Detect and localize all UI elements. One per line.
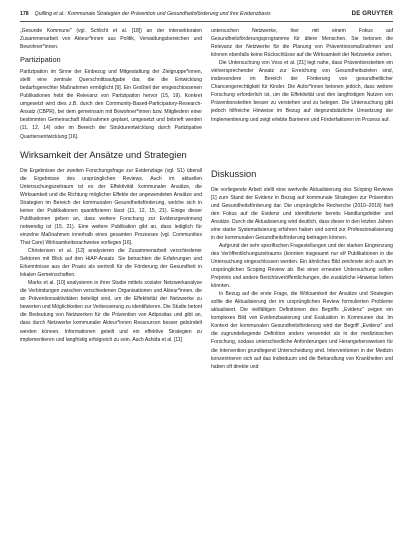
section-heading-wirksamkeit: Wirksamkeit der Ansätze und Strategien [20, 148, 187, 160]
paragraph: Partizipation im Sinne der Einbezug und Mitgestaltung der Zielgruppe*innen, stellt eine zentrale Querschnittsaufgabe dar, die die Entwicklung bedarfsgerechter Maßnahmen ermöglicht [9]. Ein Großteil der eingeschlossenen Publikationen hebt die Relevanz von Partizipation hervor (15, 19). Konkret umgesetzt wird dies z.B. durch den Community-Based-Participatory-Research-Ansatz (CBPR), bei dem gemeinsam mit Bewohner*innen bzw. Mitgliedern einer bestimmten Gemeinschaft Maßnahmen geplant, umgesetzt und bebrieft werden (11, 12, 14) oder im Bereich der Strukturentwicklung durch Partizipative Quartiersentwicklung [16]. [20, 69, 202, 140]
paragraph: Die Untersuchung von Voss et al. [21] legt nahe, dass Präventionsketten ein vielversprechender Ansatz zur Erreichung von Gesundheitszielen sind, insbesondere im Bereich der Förderung von gesundheitlicher Chancengerechtigkeit für Kinder. Die Autor*innen betonen jedoch, dass weitere Forschung erforderlich ist, um die Effektivität und den langfristigen Nutzen von Präventionsketten besser zu verstehen und zu belegen. Die Untersuchung gibt jedoch hilfreiche Hinweise im Bezug auf diegrundsätzliche Umsetzung der Implementierung und zeigt erlebte Barrieren und Förderfaktoren im Prozess auf. [211, 60, 393, 123]
section-heading-partizipation: Partizipation [20, 55, 61, 65]
page-header [20, 8, 393, 20]
running-title: Quilling et al.: Kommunale Strategien der Prävention und Gesundheitsförderung und ihre Evidenzbasis [34, 11, 271, 17]
right-column [211, 27, 393, 371]
paragraph: Die Ergebnisse der zweiten Forschungsfrage zur Evidenzlage (vgl. S1) überall die Ergebnisse des ursprünglichen Reviews. Auch im aktuellen Untersuchungszeitraum ist es der Effektivität kommunaler Ansätze, die Wirksamkeit und die Richtung möglicher Effekte der angewendeten Ansätze und Strategien im Bereich der kommunalen Gesundheitsförderung, welche sich in keiner der Publikationen quantifizieren lässt (11, 12, 15, 21). Einige dieser Publikationen geben an, dass weitere Forschung zur Evidenzgewinnung notwendig ist (15, 21). Eine weitere Publikation gibt an, dass lediglich für einzelne Maßnahmen innerhalb eines gesamten Prozesses (vgl. Communities That Care) Wirksamkeitsnachweise vorliegen [16]. [20, 167, 202, 246]
paragraph: untersuchen Netzwerke, hier mit einem Fokus auf Gesundheitsförderungsprogramme für ältere Menschen. Sie betonen die Relevanz der Netzwerke für die Planung von Präventionsmaßnahmen und können ebenfalls keine Rückschlüsse auf die Wirksamkeit der Netzwerke ziehen. [211, 28, 393, 59]
page-number: 178 [20, 11, 29, 17]
section-heading-diskussion: Diskussion [211, 167, 257, 179]
publisher-logo: DE GRUYTER [351, 11, 393, 17]
paragraph: Die vorliegende Arbeit stellt eine wertvolle Aktualisierung des Scoping Reviews [1] zum Stand der Evidenz in Bezug auf kommunale Strategien zur Prävention und Gesundheitsförderung dar. Die ursprüngliche Recherche (2010–2018) hielt den Fokus auf die Evidenz und identifizierte bereits Handlungsfelder und Ansätze. Durch die Aktualisierung wird deutlich, dass dieser in den letzten Jahren eine starke Systematisierung erfahren haben und somit zur Professionalisierung in der kommunalen Gesundheitsförderung beitragen können. [211, 186, 393, 241]
header-rule [20, 21, 393, 22]
paragraph: In Bezug auf die erste Frage, die Wirksamkeit der Ansätze und Strategien sollte die Aktualisierung der im ursprünglichen Review formulierten Probleme aktualisiert. Die vielfältigen Definitionen des Begriffs „Evidenz" zeigen ein komplexes Bild von Evidenzbasierung und Evaluation in Kommunen dar. Im Kontext der kommunalen Gesundheitsförderung wird der Begriff „Evidenz" und die zugrundeliegende Definition anders verwendet als in der medizinischen Forschung, sodass unterschiedliche Anforderungen und Herangehensweisen für die Intervention grundlegend Unterscheidung sind. Interventionen in der Medizin konzentrieren sich auf das Individuum und die Behandlung von Krankheiten und haben oft direkte und [211, 291, 393, 370]
paragraph: Marks et al. [10] analysieren in ihrer Studie mittels sozialer Netzwerkanalyse die Verbindungen zwischen verschiedenen Organisationen und Akteur*innen, die an Präventionsaktivitäten beteiligt sind, um die Effektivität der Netzwerke zu bewerten und Möglichkeiten zur Verbesserung zu identifizieren. Die Studie betont die Bedeutung von Netzwerken für die Prävention von Adipositas und gibt an, dass durch Netzwerke kommunaler Akteur*innen Ressourcen besser gebündelt werden können, Informationen geteilt und ein effektive Strategien zu implementieren und langfristig erfolgreich zu sein. Auch Ashida et al. [11] [20, 280, 202, 343]
paragraph: „Gesunde Kommune" (vgl. Schlicht et al. [18]) an der intersektoralen Zusammenarbeit von Akteur*innen aus Politik, Verwaltungsbereichen und Bewohner*innen. [20, 28, 202, 51]
left-column [20, 27, 202, 344]
paragraph: Christensen et al. [12] analysieren die Zusammenarbeit verschiedener Sektoren mit Blick auf den HiAP-Ansatz. Sie betrachten die Erfahrungen und Erkenntnisse aus der Praxis als wertvoll für die Förderung der Gesundheit in lokalen Gemeinschaften. [20, 248, 202, 279]
paragraph: Aufgrund der sehr spezifischen Fragestellungen und der starken Eingrenzung des Veröffentlichungszeitraums (konnten insgesamt nur elf Publikationen in die Untersuchung eingeschlossen werden. Ein ähnliches Bild zeichnete sich auch im ursprünglichen Scoping Review ab. Bei einer erneuten Untersuchung sollten Preprints und andere Berichtsveröffentlichungen, die zusätzliche Hinweise liefern könnten. [211, 242, 393, 290]
